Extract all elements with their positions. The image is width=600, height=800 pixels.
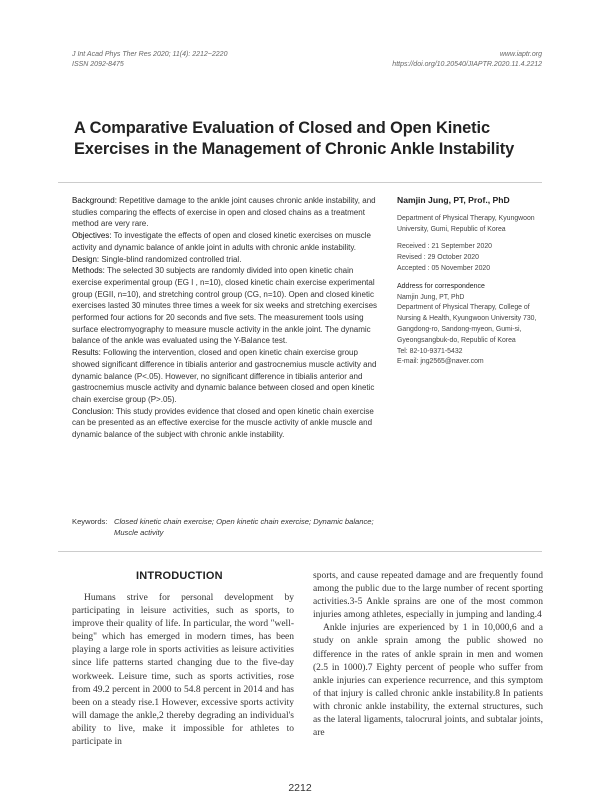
revised-date: Revised : 29 October 2020 (397, 254, 479, 262)
abstract-conclusion (72, 406, 384, 441)
background-label: Background: (72, 196, 117, 205)
journal-website[interactable]: www.iaptr.org (499, 51, 542, 58)
keywords-list: Closed kinetic chain exercise; Open kinetic chain exercise; Dynamic balance; Muscle activity (114, 517, 374, 537)
design-text: Single-blind randomized controlled trial. (99, 254, 242, 264)
journal-links (392, 50, 542, 70)
abstract-design (72, 254, 384, 266)
methods-text: The selected 30 subjects are randomly divided into open kinetic chain exercise experimental group (EG I , n=10), closed kinetic chain exercise experimental group (EGII, n=10), and stretching control group (CG, n=10). Open and closed kinetic exercises lasted 30 minutes three times a week for six weeks and stretching exercises performed four actions for 20 seconds and five sets. The measurement tools using surface electromyography to measure muscle activity in the ankle joint. The dynamic balance of the ankle was evaluated using the Y-Balance test. (72, 266, 378, 346)
results-label: Results: (72, 348, 101, 358)
keywords (72, 516, 384, 538)
design-label: Design: (72, 254, 100, 264)
conclusion-text: This study provides evidence that closed and open kinetic chain exercise can be presented as an effective exercise for the muscle activity of ankle muscle and dynamic balance of the subject with chronic ankle instability. (72, 406, 374, 440)
abstract-bottom-rule (58, 551, 542, 552)
intro-paragraph-3: Ankle injuries are experienced by 1 in 10,000,6 and a study on ankle sprain among the public showed no difference in the rates of ankle sprain in men and women (2.5 in 1000).7 Eighty percent of people who suffer from ankle injuries can experience recurrence, and this symptom of that injury is called chronic ankle instability.8 In patients with chronic ankle instability, the external structures, such as the lateral ligaments, talocrural joints, and subtalar joints, are (313, 623, 543, 739)
correspondence-tel: Tel: 82-10-9371-5432 (397, 347, 463, 355)
page-number: 2212 (288, 782, 312, 794)
abstract-background (72, 195, 384, 230)
introduction-heading: INTRODUCTION (136, 570, 223, 582)
author-affiliation: Department of Physical Therapy, Kyungwoon University, Gumi, Republic of Korea (397, 214, 535, 233)
correspondence-address: Department of Physical Therapy, College of Nursing & Health, Kyungwoon University 730, Gangdong-ro, Sandong-myeon, Gumi-si, Gyeongsangbuk-do, Republic of Korea (397, 304, 537, 344)
methods-label: Methods: (72, 266, 105, 276)
correspondence (397, 282, 545, 368)
background-text: Repetitive damage to the ankle joint causes chronic ankle instability, and studies comparing the effects of exercise in open and closed chains as a treatment method are very rare. (72, 196, 376, 229)
results-text: Following the intervention, closed and open kinetic chain exercise group showed significant difference in tibialis anterior and gastrocnemius muscle activity and dynamic balance (P<.05). However, no significant difference in tibialis anterior and gastrocnemius muscle activity and dynamic balance between closed and open kinetic chain exercise group (P>.05). (72, 348, 377, 404)
conclusion-label: Conclusion: (72, 406, 114, 416)
received-date: Received : 21 September 2020 (397, 243, 492, 251)
abstract (72, 195, 384, 441)
intro-column-left (72, 592, 294, 749)
author-sidebar (397, 195, 545, 368)
article-dates (397, 242, 545, 274)
journal-citation: J Int Acad Phys Ther Res 2020; 11(4): 2212~2220 (72, 51, 228, 58)
correspondence-name: Namjin Jung, PT, PhD (397, 293, 465, 301)
doi-link[interactable]: https://doi.org/10.20540/JIAPTR.2020.11.4.2212 (392, 61, 542, 68)
keywords-label: Keywords: (72, 517, 108, 526)
issn: ISSN 2092-8475 (72, 61, 124, 68)
abstract-top-rule (58, 182, 542, 183)
abstract-results (72, 347, 384, 406)
objectives-label: Objectives: (72, 231, 112, 241)
objectives-text: To investigate the effects of open and closed kinetic exercises on muscle activity and dynamic balance of ankle joint in adults with chronic ankle instability. (72, 231, 371, 252)
paper-title: A Comparative Evaluation of Closed and Open Kinetic Exercises in the Management of Chronic Ankle Instability (74, 119, 515, 158)
abstract-objectives (72, 230, 384, 253)
correspondence-email[interactable]: E-mail: jng2565@naver.com (397, 358, 484, 366)
intro-paragraph-2: sports, and cause repeated damage and are frequently found among the public due to the large number of recent sporting activities.3-5 Ankle sprains are one of the most common injuries among athletes, especially in jumping and landing.4 (313, 571, 543, 621)
correspondence-heading: Address for correspondence (397, 282, 485, 290)
intro-paragraph-1: Humans strive for personal development by participating in leisure activities, such as sports, to improve their quality of life. In particular, the word "well-being" which has emerged in modern times, has been playing a large role in sports activities as leisure activities since life patterns started changing due to the five-day workweek. Leisure time, such as sports activities, rose from 49.2 percent in 2000 to 54.8 percent in 2014 and has been on a steady rise.1 However, excessive sports activity will damage the ankle,2 thereby degrading an individual's ability to live, make it impossible for athletes to participate in (72, 593, 294, 748)
journal-info (72, 50, 227, 70)
author-name: Namjin Jung, PT, Prof., PhD (397, 195, 510, 205)
abstract-methods (72, 265, 384, 347)
intro-column-right (313, 570, 543, 740)
accepted-date: Accepted : 05 November 2020 (397, 264, 491, 272)
